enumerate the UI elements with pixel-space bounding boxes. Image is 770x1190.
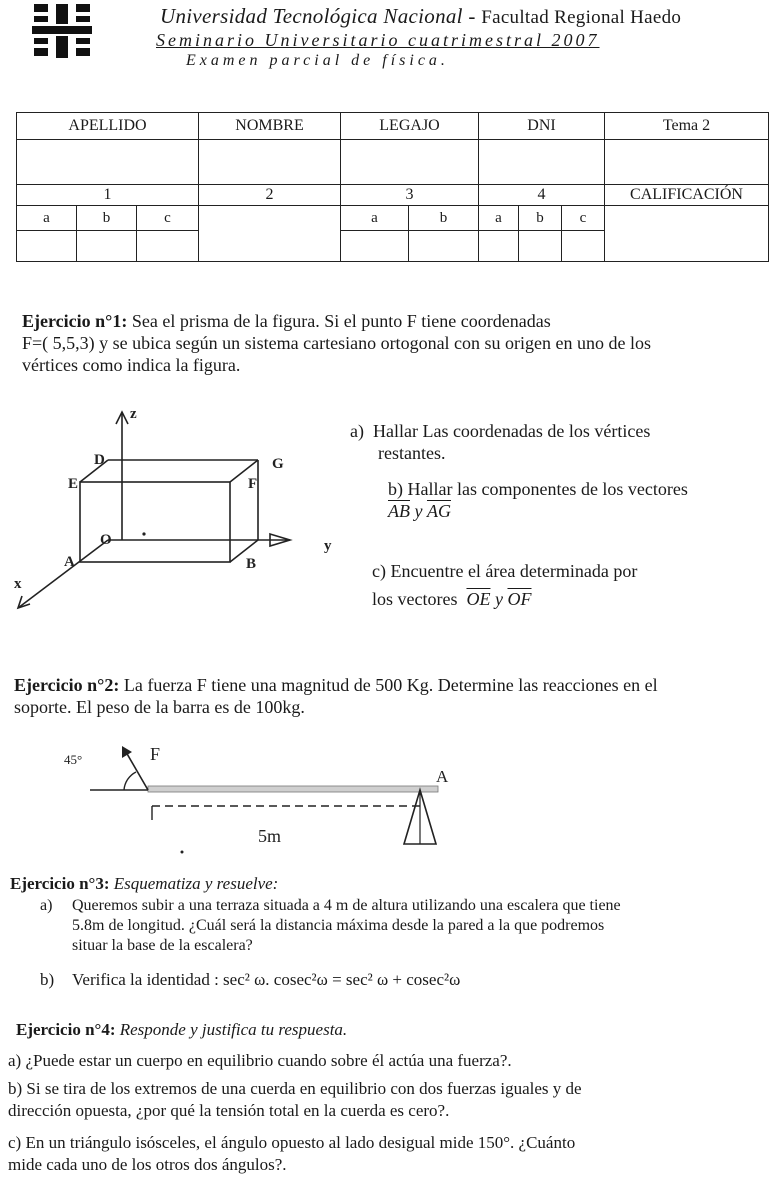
student-info-table bbox=[16, 112, 769, 262]
ex4-question-b-1: b) Si se tira de los extremos de una cuerda en equilibrio con dos fuerzas iguales y de bbox=[8, 1079, 582, 1098]
label-e: E bbox=[68, 476, 79, 492]
label-d: D bbox=[94, 452, 105, 468]
label-b: B bbox=[246, 556, 257, 572]
ex3-b-text: Verifica la identidad : sec² ω. cosec²ω = sec² ω + cosec²ω bbox=[72, 970, 461, 989]
force-line bbox=[126, 752, 148, 790]
ex1-line-2: F=( 5,5,3) y se ubica según un sistema cartesiano ortogonal con su origen en uno de los bbox=[22, 333, 652, 353]
ex4-question-a: a) ¿Puede estar un cuerpo en equilibrio cuando sobre él actúa una fuerza?. bbox=[8, 1051, 512, 1070]
dni-field[interactable] bbox=[479, 140, 605, 185]
label-y: y bbox=[324, 538, 332, 554]
ex3-a-label: a) bbox=[40, 897, 53, 914]
tema-field bbox=[605, 140, 769, 185]
university-name: Universidad Tecnológica Nacional bbox=[160, 4, 463, 28]
ex2-line-2: soporte. El peso de la barra es de 100kg. bbox=[14, 697, 305, 717]
score-cell bbox=[137, 231, 199, 262]
ex3-subtitle: Esquematiza y resuelve: bbox=[113, 874, 279, 893]
score-cell bbox=[562, 231, 605, 262]
score-cell bbox=[77, 231, 137, 262]
seminar-title: Seminario Universitario cuatrimestral 2007 bbox=[156, 30, 600, 50]
ex3-sub-a: a bbox=[341, 206, 409, 231]
ex2-score-cell bbox=[199, 206, 341, 262]
header-legajo: LEGAJO bbox=[341, 113, 479, 140]
angle-arc bbox=[124, 772, 136, 790]
support-label: A bbox=[436, 767, 449, 786]
ex1-b-text: b) Hallar las componentes de los vectores bbox=[388, 479, 688, 499]
exercise-2-header: 2 bbox=[199, 185, 341, 206]
ex1-line-3: vértices como indica la figura. bbox=[22, 355, 241, 375]
origin-dot bbox=[142, 532, 145, 535]
beam-figure bbox=[60, 738, 460, 854]
ex4-question-c-2: mide cada uno de los otros dos ángulos?. bbox=[8, 1155, 287, 1174]
ex4-question-b-2: dirección opuesta, ¿por qué la tensión total en la cuerda es cero?. bbox=[8, 1101, 450, 1120]
ex3-a-line-3: situar la base de la escalera? bbox=[72, 937, 253, 954]
ex1-question-a bbox=[350, 420, 760, 464]
ex1-b-y: y bbox=[414, 501, 423, 521]
vector-oe: $\overline{OE}$ bbox=[466, 589, 491, 609]
exercise-3-statement bbox=[10, 874, 760, 894]
beam-bar bbox=[148, 786, 438, 792]
vector-ag: $\overline{AG}$ bbox=[427, 501, 451, 521]
exercise-number-row bbox=[17, 185, 769, 206]
ex1-c-text: c) Encuentre el área determinada por bbox=[372, 561, 638, 581]
exercise-2-title: Ejercicio n°2: bbox=[14, 675, 120, 695]
sub-item-row bbox=[17, 206, 769, 231]
length-label: 5m bbox=[258, 826, 282, 846]
ex3-question-a bbox=[40, 896, 765, 956]
apellido-field[interactable] bbox=[17, 140, 199, 185]
exercise-4-statement bbox=[16, 1020, 766, 1040]
legajo-field[interactable] bbox=[341, 140, 479, 185]
ex4-sub-c: c bbox=[562, 206, 605, 231]
label-z: z bbox=[130, 406, 137, 422]
nombre-field[interactable] bbox=[199, 140, 341, 185]
ex4-questions bbox=[8, 1050, 764, 1176]
utn-logo-icon bbox=[30, 2, 94, 60]
ex1-line-1: Sea el prisma de la figura. Si el punto F tiene coordenadas bbox=[131, 311, 551, 331]
score-cell bbox=[409, 231, 479, 262]
exercise-4-title: Ejercicio n°4: bbox=[16, 1020, 116, 1039]
ex4-sub-b: b bbox=[519, 206, 562, 231]
label-x: x bbox=[14, 576, 22, 592]
exercise-2-statement bbox=[14, 674, 764, 718]
force-arrowhead bbox=[122, 746, 132, 758]
vector-of: $\overline{OF}$ bbox=[507, 589, 532, 609]
ex3-a-line-1: Queremos subir a una terraza situada a 4 m de altura utilizando una escalera que tiene bbox=[72, 897, 621, 914]
title-separator: - bbox=[462, 4, 482, 28]
x-axis-line bbox=[18, 540, 108, 608]
ex1-question-c bbox=[372, 560, 762, 610]
label-o: O bbox=[100, 532, 112, 548]
force-label: F bbox=[150, 744, 161, 764]
label-g: G bbox=[272, 456, 284, 472]
university-title bbox=[160, 4, 681, 29]
ex1-question-b bbox=[388, 478, 768, 522]
grade-cell bbox=[605, 206, 769, 262]
prism-figure bbox=[8, 400, 338, 620]
ex3-a-line-2: 5.8m de longitud. ¿Cuál será la distancia máxima desde la pared a la que podremos bbox=[72, 917, 605, 934]
exercise-4-header: 4 bbox=[479, 185, 605, 206]
exam-title: Examen parcial de física. bbox=[186, 52, 449, 69]
score-cell bbox=[17, 231, 77, 262]
exercise-3-header: 3 bbox=[341, 185, 479, 206]
ex3-sub-b: b bbox=[409, 206, 479, 231]
ex1-c-text-2: los vectores bbox=[372, 589, 458, 609]
ex1-a-label: a) bbox=[350, 421, 364, 441]
ex4-question-c-1: c) En un triángulo isósceles, el ángulo opuesto al lado desigual mide 150°. ¿Cuánto bbox=[8, 1133, 576, 1152]
label-a: A bbox=[64, 554, 75, 570]
ex1-a-text: Hallar Las coordenadas de los vértices bbox=[372, 421, 651, 441]
ex1-a-text-2: restantes. bbox=[378, 443, 446, 463]
exercise-3-title: Ejercicio n°3: bbox=[10, 874, 110, 893]
ex4-sub-a: a bbox=[479, 206, 519, 231]
vector-ab: $\overline{AB}$ bbox=[388, 501, 410, 521]
score-cell bbox=[479, 231, 519, 262]
ex2-line-1: La fuerza F tiene una magnitud de 500 Kg. Determine las reacciones en el bbox=[123, 675, 658, 695]
exercise-1-title: Ejercicio n°1: bbox=[22, 311, 128, 331]
header-nombre: NOMBRE bbox=[199, 113, 341, 140]
header-dni: DNI bbox=[479, 113, 605, 140]
student-data-row bbox=[17, 140, 769, 185]
ex1-sub-a: a bbox=[17, 206, 77, 231]
header-row bbox=[17, 113, 769, 140]
ex1-sub-c: c bbox=[137, 206, 199, 231]
label-f: F bbox=[248, 476, 258, 492]
angle-label: 45° bbox=[64, 752, 83, 767]
score-cell bbox=[341, 231, 409, 262]
ex4-subtitle: Responde y justifica tu respuesta. bbox=[119, 1020, 348, 1039]
faculty-name: Facultad Regional Haedo bbox=[481, 7, 682, 28]
header-tema: Tema 2 bbox=[605, 113, 769, 140]
ex3-b-label: b) bbox=[40, 970, 55, 989]
grade-header: CALIFICACIÓN bbox=[605, 185, 769, 206]
ex1-sub-b: b bbox=[77, 206, 137, 231]
ex3-question-b bbox=[40, 970, 765, 990]
header-apellido: APELLIDO bbox=[17, 113, 199, 140]
score-cell bbox=[519, 231, 562, 262]
exercise-1-statement bbox=[22, 310, 762, 376]
prism-front-face bbox=[80, 482, 230, 562]
ex1-c-y: y bbox=[494, 589, 503, 609]
exercise-1-header: 1 bbox=[17, 185, 199, 206]
